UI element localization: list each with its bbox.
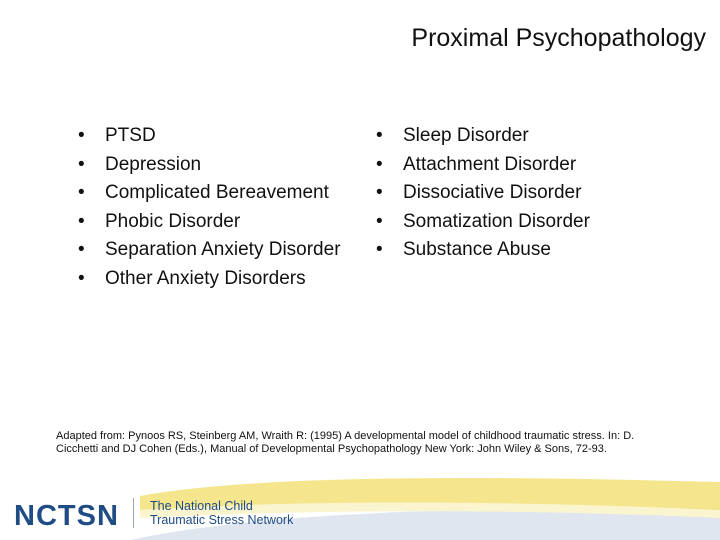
nctsn-logo-text (150, 499, 293, 527)
list-item (78, 181, 358, 205)
list-item-text: PTSD (105, 125, 156, 146)
list-item (78, 153, 358, 177)
bullet-icon: • (376, 125, 383, 146)
list-item (78, 124, 358, 148)
list-item (78, 238, 358, 262)
bullet-icon: • (78, 239, 85, 260)
list-item-text: Dissociative Disorder (403, 182, 582, 203)
footer (0, 478, 720, 540)
list-item-text: Sleep Disorder (403, 125, 529, 146)
logo-line-2: Traumatic Stress Network (150, 513, 294, 527)
logo-line-1: The National Child (150, 499, 253, 513)
bullet-icon: • (376, 153, 383, 175)
bullet-icon: • (78, 182, 85, 203)
list-item (78, 267, 358, 291)
list-item-text: Phobic Disorder (105, 210, 241, 232)
list-item-text: Substance Abuse (403, 239, 551, 260)
bullet-icon: • (78, 153, 85, 175)
nctsn-logo-mark: NCTSN (14, 500, 119, 532)
right-bullet-list (376, 124, 706, 267)
list-item (376, 181, 706, 205)
list-item-text: Attachment Disorder (403, 153, 577, 175)
bullet-icon: • (376, 239, 383, 260)
list-item-text: Other Anxiety Disorders (105, 267, 306, 289)
list-item-text: Complicated Bereavement (105, 182, 329, 203)
list-item (376, 210, 706, 234)
list-item (78, 210, 358, 234)
list-item (376, 124, 706, 148)
citation-text: Adapted from: Pynoos RS, Steinberg AM, Wraith R: (1995) A developmental model of childhood traumatic stress. In: D. Cicchetti and DJ Cohen (Eds.), Manual of Developmental Psychopathology New York: John Wiley & Sons, 72-93. (56, 430, 635, 455)
bullet-icon: • (78, 125, 85, 146)
logo-divider (133, 498, 134, 528)
list-item (376, 153, 706, 177)
bullet-icon: • (78, 267, 85, 289)
bullet-icon: • (78, 210, 85, 232)
bullet-icon: • (376, 210, 383, 232)
left-bullet-list (78, 124, 358, 295)
list-item-text: Somatization Disorder (403, 210, 590, 232)
list-item (376, 238, 706, 262)
list-item-text: Separation Anxiety Disorder (105, 239, 341, 260)
list-item-text: Depression (105, 153, 202, 175)
bullet-icon: • (376, 182, 383, 203)
slide-title: Proximal Psychopathology (411, 24, 706, 52)
